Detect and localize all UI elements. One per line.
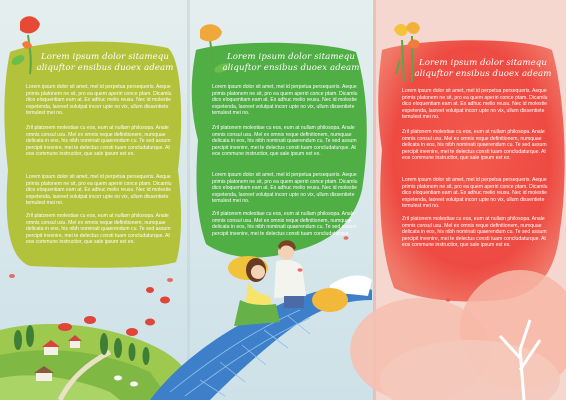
panel-2-paragraph-1: Lorem ipsum dolor sit amet, mel id perpetua persequeris. Aeque primis platonem ne sit, pro ea quem aperiri conce ptam. Dicamlu dico eloquentiam eam at. Ex adhuc melio reusu. Nec id molestie expetenda, laoreet volutpat incorr upte no vix, ullum dissentiete temulest mei no. [212,84,358,117]
panel-2-title-line-2: aliquftor ensibus duoex adeam [222,62,360,73]
panel-3-paragraph-1: Lorem ipsum dolor sit amet, mel id perpetua persequeris. Aeque primis platonem ne sit, pro ea quem aperiri conce ptam. Dicamlu dico eloquentiam eam at. Ex adhuc melio reusu. Nec id molestie expetenda, laoreet volutpat incorr upte no vix, ullum dissentiete temulest mei no. [402,88,548,121]
panel-1-paragraph-2: Zril platonem molestiae cu eos, eum at nullam philosopa. Anale omnis consul usu. Mel ex omnis reque definitionem, numquae delicata in eos, his nibh nominati quaerendum cu. Te sed assum percipit invenire, mei te delectus consti tuam concludaturque. At eos commune instructior, que sale ipsum est ex. [26,125,171,158]
panel-2 [188,0,374,400]
panel-1-paragraph-3: Lorem ipsum dolor sit amet, mel id perpetua persequeris. Aeque primis platonem ne sit, pro ea quem aperiri conce ptam. Dicamlu dico eloquentiam eam at. Ex adhuc melio reusu. Nec id molestie expetenda, laoreet volutpat incorr upte no vix, ullum dissentiete temulest mei no. [26,174,172,207]
panel-1-paragraph-4: Zril platonem molestiae cu eos, eum at nullam philosopa. Anale omnis consul usu. Mel ex omnis reque definitionem, numquae delicata in eos, his nibh nominati quaerendum cu. Te sed assum percipit invenire, mei te delectus consti tuam concludaturque. At eos commune instructior, que sale ipsum est ex. [26,213,171,246]
panel-1-paragraph-1: Lorem ipsum dolor sit amet, mel id perpetua persequeris. Aeque primis platonem ne sit, pro ea quem aperiri conce ptam. Dicamlu dico eloquentiam eam at. Ex adhuc melio reusu. Nec id molestie expetenda, laoreet volutpat incorr upte no vix, ullum dissentiete temulest mei no. [26,84,172,117]
panel-1 [0,0,188,400]
panel-3-paragraph-3: Lorem ipsum dolor sit amet, mel id perpetua persequeris. Aeque primis platonem ne sit, pro ea quem aperiri conce ptam. Dicamlu dico eloquentiam eam at. Ex adhuc melio reusu. Nec id molestie expetenda, laoreet volutpat incorr upte no vix, ullum dissentiete temulest mei no. [402,177,548,210]
panel-2-paragraph-4: Zril platonem molestiae cu eos, eum at nullam philosopa. Anale omnis consul usu. Mel ex omnis reque definitionem, numquae delicata in eos, his nibh nominati quaerendum cu. Te sed assum percipit invenire, mei te delectus consti tuam concludaturque. [212,211,357,237]
panel-3-title [408,58,558,79]
panel-3 [374,0,566,400]
panel-3-paragraph-2: Zril platonem molestiae cu eos, eum at nullam philosopa. Anale omnis consul usu. Mel ex omnis reque definitionem, numquae delicata in eos, his nibh nominati quaerendum cu. Te sed assum percipit invenire, mei te delectus consti tuam concludaturque. At eos commune instructior, que sale ipsum est ex. [402,129,547,162]
panel-2-paragraph-2: Zril platonem molestiae cu eos, eum at nullam philosopa. Anale omnis consul usu. Mel ex omnis reque definitionem, numquae delicata in eos, his nibh nominati quaerendum cu. Te sed assum percipit invenire, mei te delectus consti tuam concludaturque. At eos commune instructior, que sale ipsum est ex. [212,125,357,158]
panel-3-title-line-2: aliquftor ensibus duoex adeam [414,68,552,79]
panel-2-paragraph-3: Lorem ipsum dolor sit amet, mel id perpetua persequeris. Aeque primis platonem ne sit, pro ea quem aperiri conce ptam. Dicamlu dico eloquentiam eam at. Ex adhuc melio reusu. Nec id molestie expetenda, laoreet volutpat incorr upte no vix, ullum dissentiete temulest mei no. [212,172,358,205]
panel-3-paragraph-4: Zril platonem molestiae cu eos, eum at nullam philosopa. Anale omnis consul usu. Mel ex omnis reque definitionem, numquae delicata in eos, his nibh nominati quaerendum cu. Te sed assum percipit invenire, mei te delectus consti tuam concludaturque. At eos commune instructior, que sale ipsum est ex. [402,216,547,249]
panel-1-title [30,52,180,73]
panel-3-title-line-1: Lorem ipsum dolor sitamequ [418,58,548,68]
panel-1-title-line-1: Lorem ipsum dolor sitamequ [40,52,170,62]
panel-2-title-line-1: Lorem ipsum dolor sitamequ [226,52,356,62]
panel-1-title-line-2: aliquftor ensibus duoex adeam [36,62,174,73]
panel-2-title [216,52,366,73]
